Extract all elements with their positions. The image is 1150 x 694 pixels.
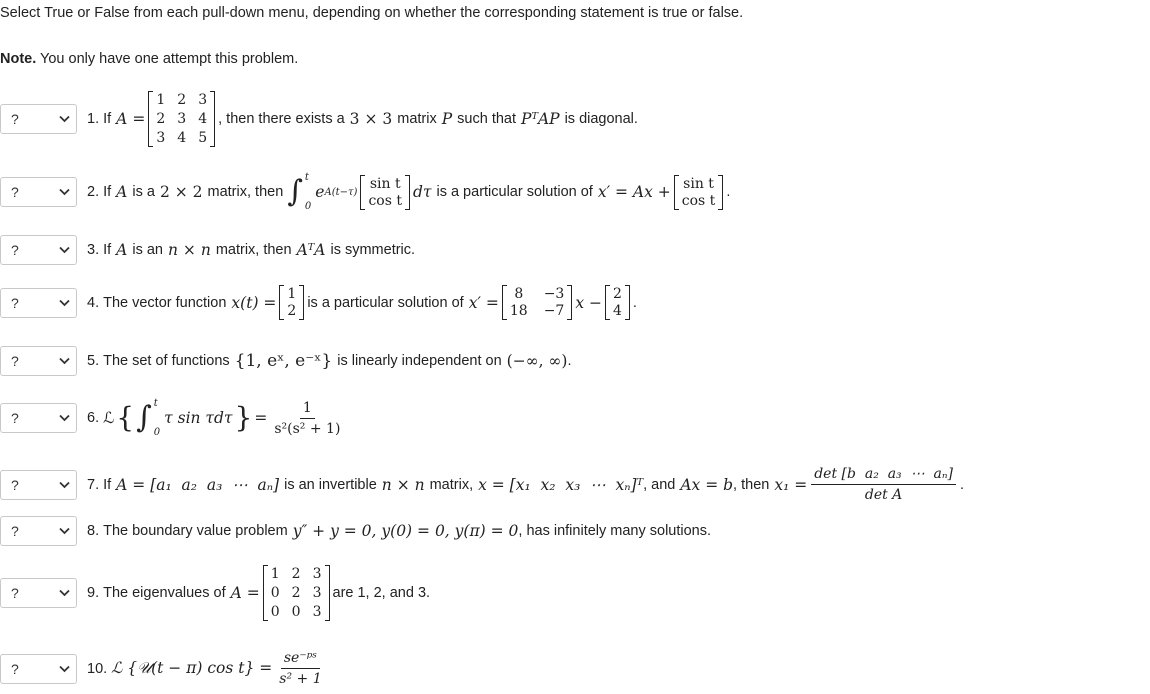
vector: [279, 285, 304, 320]
chevron-down-icon: [59, 246, 70, 254]
select-value: ?: [11, 184, 19, 200]
question-5: [0, 346, 571, 376]
text: , and: [643, 476, 676, 493]
vector: [360, 175, 410, 210]
note: [0, 51, 298, 67]
question-7: [0, 466, 964, 503]
question-1: [0, 91, 638, 147]
math: dτ: [412, 183, 432, 201]
text: is an: [132, 242, 163, 258]
integral-limits: [154, 398, 160, 438]
matrix-cell: 0: [270, 604, 280, 620]
matrix-a: [263, 565, 330, 621]
math: n × n: [168, 241, 211, 259]
select-value: ?: [11, 294, 19, 311]
matrix-cell: 0: [291, 604, 301, 620]
math: t: [153, 398, 158, 409]
matrix-cell: 3: [312, 566, 322, 582]
math: =: [132, 110, 146, 128]
matrix-cell: 4: [198, 111, 208, 127]
vector: [674, 175, 724, 210]
matrix-a: [148, 91, 215, 147]
text: are 1, 2, and 3.: [332, 585, 431, 601]
select-value: ?: [11, 585, 19, 601]
select-value: ?: [11, 660, 19, 677]
vector: [605, 285, 630, 320]
matrix-cell: 1: [156, 92, 166, 108]
text: is linearly independent on: [337, 353, 502, 369]
chevron-down-icon: [59, 527, 70, 535]
answer-select-5[interactable]: [0, 346, 77, 376]
math: y″ + y = 0, y(0) = 0, y(π) = 0: [292, 522, 519, 540]
matrix-cell: 2: [291, 566, 301, 582]
question-number: 5.: [87, 353, 100, 369]
text: is diagonal.: [564, 111, 638, 127]
math: x = [x₁ x₂ x₃ ⋯ xₙ]ᵀ: [478, 475, 644, 494]
math: A = [a₁ a₂ a₃ ⋯ aₙ]: [116, 475, 280, 494]
question-9: [0, 565, 430, 621]
select-value: ?: [11, 523, 19, 539]
text: , has infinitely many solutions.: [518, 523, 712, 539]
math: s²(s² + 1): [274, 420, 341, 437]
integral-limits: [305, 172, 311, 212]
text: is a: [132, 184, 155, 200]
matrix-cell: 3: [312, 604, 322, 620]
text: , then: [733, 476, 770, 493]
question-3: [0, 235, 415, 265]
text: matrix: [397, 111, 437, 127]
chevron-down-icon: [59, 481, 70, 489]
math: e: [315, 183, 325, 201]
math: AᵀA: [296, 241, 326, 259]
math: A: [116, 183, 128, 201]
select-value: ?: [11, 111, 19, 127]
matrix-cell: 4: [613, 303, 622, 319]
integral-sign: ∫: [136, 400, 152, 435]
text: If: [103, 242, 112, 258]
text: matrix,: [429, 476, 474, 493]
answer-select-10[interactable]: [0, 654, 77, 684]
math: ℒ {𝒰(t − π) cos t} =: [111, 659, 273, 677]
brace: }: [234, 401, 253, 434]
instructions: Select True or False from each pull-down menu, depending on whether the corresponding statement is true or false.: [0, 5, 744, 21]
matrix-cell: 3: [177, 111, 187, 127]
brace: {: [116, 401, 135, 434]
math: s² + 1: [279, 671, 322, 687]
matrix-cell: 18: [509, 303, 528, 319]
math: 1: [300, 400, 315, 419]
math: P: [441, 110, 453, 128]
chevron-down-icon: [59, 115, 70, 123]
matrix-cell: 8: [514, 286, 524, 302]
matrix-cell: 2: [156, 111, 166, 127]
select-value: ?: [11, 476, 19, 493]
integral-sign: ∫: [287, 174, 303, 209]
matrix-cell: 0: [270, 585, 280, 601]
text: matrix, then: [207, 184, 284, 200]
text: .: [959, 476, 964, 493]
matrix-cell: 2: [613, 286, 622, 302]
matrix-cell: −7: [543, 303, 565, 319]
matrix-cell: cos t: [368, 192, 402, 209]
answer-select-9[interactable]: [0, 578, 77, 608]
math: =: [254, 409, 268, 427]
matrix-cell: 1: [287, 286, 297, 302]
math: A(t−τ): [324, 186, 358, 198]
question-number: 8.: [87, 523, 100, 539]
matrix-cell: 3: [312, 585, 322, 601]
text: is a particular solution of: [307, 294, 464, 311]
matrix-cell: −3: [543, 286, 565, 302]
matrix-cell: sin t: [369, 175, 401, 192]
question-number: 9.: [87, 585, 100, 601]
math: det [b a₂ a₃ ⋯ aₙ]: [811, 466, 956, 485]
math: (−∞, ∞): [506, 352, 568, 370]
question-number: 4.: [87, 294, 100, 311]
text: If: [103, 476, 112, 493]
answer-select-2[interactable]: [0, 177, 77, 207]
chevron-down-icon: [59, 665, 70, 673]
chevron-down-icon: [59, 414, 70, 422]
text: The set of functions: [103, 353, 230, 369]
matrix-cell: sin t: [683, 175, 714, 192]
question-10: [0, 650, 329, 687]
math: {1, eˣ, e⁻ˣ}: [234, 351, 333, 371]
chevron-down-icon: [59, 589, 70, 597]
fraction: [271, 400, 343, 437]
text: If: [103, 184, 112, 200]
text: The boundary value problem: [103, 523, 288, 539]
matrix-cell: 3: [156, 130, 166, 146]
math: A: [116, 241, 128, 259]
matrix-cell: 2: [291, 585, 301, 601]
matrix-cell: 2: [287, 303, 297, 319]
math: Ax = b: [680, 475, 734, 494]
math: 3 × 3: [349, 110, 393, 128]
text: is an invertible: [284, 476, 377, 493]
text: The eigenvalues of: [103, 585, 226, 601]
math: 0: [304, 201, 312, 212]
math: PᵀAP: [521, 110, 560, 128]
select-value: ?: [11, 410, 19, 426]
math: det A: [864, 487, 903, 503]
fraction: [276, 650, 324, 687]
matrix-cell: 4: [177, 130, 187, 146]
text: .: [567, 353, 572, 369]
text: is a particular solution of: [436, 184, 593, 200]
note-text: You only have one attempt this problem.: [40, 51, 299, 67]
answer-select-1[interactable]: [0, 104, 77, 134]
math: t: [304, 172, 309, 183]
math: x′ = Ax +: [597, 183, 671, 201]
text: such that: [457, 111, 517, 127]
text: matrix, then: [215, 242, 292, 258]
question-number: 6.: [87, 410, 100, 426]
question-number: 7.: [87, 476, 100, 493]
text: The vector function: [103, 294, 227, 311]
note-label: Note.: [0, 51, 37, 67]
matrix-cell: 5: [198, 130, 208, 146]
answer-select-4[interactable]: [0, 288, 77, 318]
text: .: [632, 294, 637, 311]
math: x₁ =: [774, 475, 808, 494]
answer-select-3[interactable]: [0, 235, 77, 265]
answer-select-7[interactable]: [0, 470, 77, 500]
select-value: ?: [11, 353, 19, 369]
question-number: 3.: [87, 242, 100, 258]
select-value: ?: [11, 242, 19, 258]
chevron-down-icon: [59, 188, 70, 196]
question-number: 2.: [87, 184, 100, 200]
question-4: [0, 285, 637, 320]
math: n × n: [381, 475, 425, 494]
math: 0: [153, 427, 161, 438]
math: ℒ: [103, 409, 115, 427]
matrix-cell: 1: [270, 566, 280, 582]
math: x −: [575, 293, 602, 312]
answer-select-8[interactable]: [0, 516, 77, 546]
question-2: [0, 172, 730, 212]
text: , then there exists a: [218, 111, 345, 127]
answer-select-6[interactable]: [0, 403, 77, 433]
question-8: [0, 516, 711, 546]
fraction: [811, 466, 956, 503]
math: A: [116, 110, 128, 128]
matrix: [502, 285, 572, 320]
question-6: [0, 398, 347, 438]
math: x(t) =: [231, 293, 277, 312]
matrix-cell: 2: [177, 92, 187, 108]
text: If: [103, 111, 112, 127]
math: se⁻ᵖˢ: [281, 650, 320, 669]
question-number: 10.: [87, 660, 108, 677]
text: .: [726, 184, 731, 200]
matrix-cell: cos t: [681, 192, 716, 209]
math: 2 × 2: [159, 183, 203, 201]
math: τ sin τdτ: [164, 409, 233, 427]
chevron-down-icon: [59, 357, 70, 365]
math: x′ =: [468, 293, 499, 312]
math: A =: [230, 584, 260, 602]
chevron-down-icon: [59, 299, 70, 307]
matrix-cell: 3: [198, 92, 208, 108]
question-number: 1.: [87, 111, 100, 127]
text: is symmetric.: [330, 242, 416, 258]
